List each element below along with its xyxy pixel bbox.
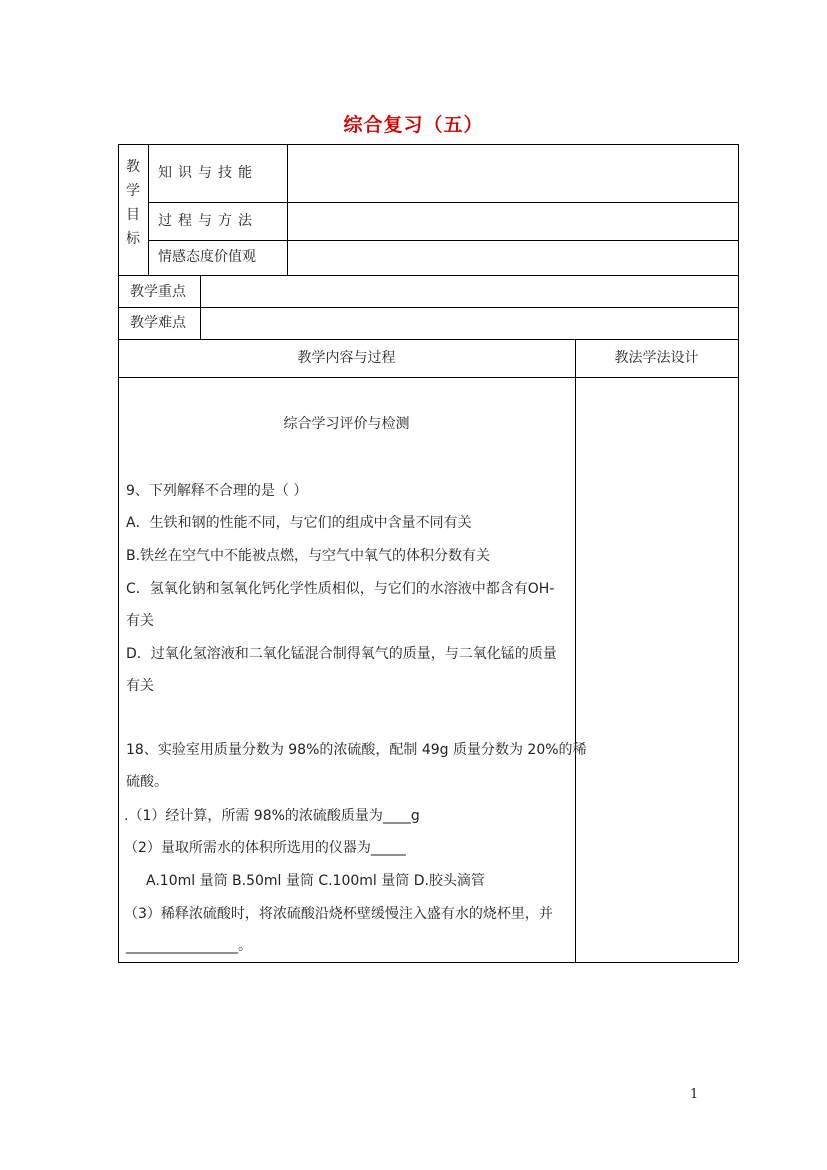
difficulty-label: 教学难点: [130, 315, 186, 331]
content-process-header: 教学内容与过程: [297, 350, 396, 366]
question-9-option-d-cont: 有关: [126, 678, 154, 694]
question-18-part-3-cont: ________________。: [126, 938, 252, 954]
objective-row-divider: [148, 240, 738, 241]
document-title: 综合复习（五）: [343, 114, 484, 136]
question-18-part-2: （2）量取所需水的体积所选用的仪器为_____: [124, 840, 406, 856]
table-left-border: [118, 144, 119, 962]
question-9-option-c: C．氢氧化钠和氢氧化钙化学性质相似，与它们的水溶液中都含有OH-: [126, 581, 555, 597]
table-row-divider: [118, 377, 738, 378]
table-row-divider: [118, 307, 738, 308]
process-method-label: 过程与方法: [158, 213, 258, 229]
objective-label-divider: [287, 144, 288, 275]
question-18-stem: 18、实验室用质量分数为 98%的浓硫酸，配制 49g 质量分数为 20%的稀: [126, 742, 587, 758]
objectives-group-label: [118, 155, 148, 251]
page-number: 1: [690, 1087, 699, 1102]
question-9-option-d: D．过氧化氢溶液和二氧化锰混合制得氧气的质量，与二氧化锰的质量: [126, 646, 557, 662]
question-9-option-a: A．生铁和钢的性能不同，与它们的组成中含量不同有关: [126, 515, 472, 531]
table-row-divider: [118, 275, 738, 276]
focus-label-divider: [200, 275, 201, 339]
question-18-choices: A.10ml 量筒 B.50ml 量筒 C.100ml 量筒 D.胶头滴管: [146, 873, 485, 889]
attitude-values-label: 情感态度价值观: [158, 249, 256, 265]
knowledge-skills-label: 知识与技能: [158, 165, 258, 181]
objectives-group-char: 教: [126, 159, 140, 175]
question-18-part-3: （3）稀释浓硫酸时，将浓硫酸沿烧杯壁缓慢注入盛有水的烧杯里，并: [124, 906, 553, 922]
question-9-option-c-cont: 有关: [126, 613, 154, 629]
question-9-stem: 9、下列解释不合理的是（ ）: [126, 483, 308, 499]
question-18-part-1: .（1）经计算，所需 98%的浓硫酸质量为____g: [124, 808, 420, 824]
question-9-option-b: B.铁丝在空气中不能被点燃，与空气中氧气的体积分数有关: [126, 548, 491, 564]
content-method-divider: [575, 339, 576, 962]
table-bottom-border: [118, 962, 738, 963]
objective-row-divider: [148, 202, 738, 203]
key-point-label: 教学重点: [130, 284, 186, 300]
table-top-border: [118, 144, 738, 145]
objectives-group-char: 目: [126, 207, 140, 223]
objectives-group-char: 学: [126, 183, 140, 199]
objective-group-divider: [148, 144, 149, 275]
table-right-border: [738, 144, 739, 962]
question-18-stem-cont: 硫酸。: [126, 774, 168, 790]
objectives-group-char: 标: [126, 231, 140, 247]
table-row-divider: [118, 339, 738, 340]
method-design-header: 教法学法设计: [614, 350, 699, 366]
section-title: 综合学习评价与检测: [283, 416, 410, 432]
